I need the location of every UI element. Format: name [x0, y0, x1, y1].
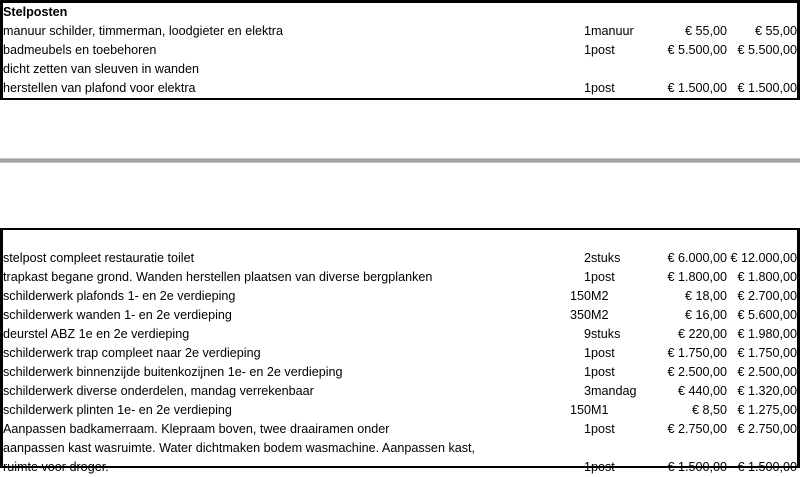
row-unit: post: [591, 422, 615, 437]
row-unit-price: € 220,00: [677, 327, 727, 342]
row-quantity: 1: [583, 346, 591, 361]
row-unit: post: [591, 43, 615, 58]
header-total-cell: [727, 3, 797, 22]
row-unit: mandag: [591, 384, 637, 399]
row-total-price: € 1.980,00: [737, 327, 797, 342]
row-unit: post: [591, 270, 615, 285]
row-total-price: € 5.600,00: [737, 308, 797, 323]
row-description: stelpost compleet restauratie toilet: [3, 251, 195, 266]
row-unit: [591, 439, 659, 458]
row-unit: M1: [591, 403, 609, 418]
row-total-price: € 1.500,00: [737, 460, 797, 475]
row-quantity: 350: [569, 308, 591, 323]
row-total-price: € 55,00: [754, 24, 797, 39]
row-quantity: [563, 439, 591, 458]
table-row: [3, 249, 797, 268]
row-quantity: 1: [583, 24, 591, 39]
row-unit-price: € 6.000,00: [667, 251, 727, 266]
row-total-price: € 1.320,00: [737, 384, 797, 399]
stelposten-table: [3, 3, 797, 98]
table-row: [3, 401, 797, 420]
row-description: schilderwerk binnenzijde buitenkozijnen 1e- en 2e verdieping: [3, 365, 343, 380]
row-unit: post: [591, 365, 615, 380]
spacer-cell: [659, 230, 727, 249]
row-total-price: [727, 439, 797, 458]
table-row: [3, 287, 797, 306]
row-description: schilderwerk diverse onderdelen, mandag verrekenbaar: [3, 384, 314, 399]
row-description: trapkast begane grond. Wanden herstellen plaatsen van diverse bergplanken: [3, 270, 433, 285]
header-unit-cell: [591, 3, 659, 22]
row-total-price: € 1.750,00: [737, 346, 797, 361]
row-unit-price: [659, 60, 727, 79]
row-quantity: 1: [583, 43, 591, 58]
row-unit-price: € 2.500,00: [667, 365, 727, 380]
row-description: aanpassen kast wasruimte. Water dichtmaken bodem wasmachine. Aanpassen kast,: [3, 441, 476, 456]
table-header-row: [3, 3, 797, 22]
row-quantity: 150: [569, 403, 591, 418]
row-description: ruimte voor droger.: [3, 460, 109, 475]
header-qty-cell: [563, 3, 591, 22]
table-row: [3, 363, 797, 382]
row-description: deurstel ABZ 1e en 2e verdieping: [3, 327, 190, 342]
row-quantity: 1: [583, 422, 591, 437]
row-quantity: 2: [583, 251, 591, 266]
row-unit: stuks: [591, 327, 621, 342]
table-row: [3, 344, 797, 363]
row-description: schilderwerk wanden 1- en 2e verdieping: [3, 308, 232, 323]
row-unit: post: [591, 460, 615, 475]
row-unit-price: € 8,50: [691, 403, 727, 418]
row-total-price: € 2.500,00: [737, 365, 797, 380]
stelposten-table-block: [0, 0, 800, 100]
spacer-cell: [3, 230, 563, 249]
row-unit: manuur: [591, 24, 634, 39]
row-total-price: € 12.000,00: [730, 251, 797, 266]
row-unit: post: [591, 346, 615, 361]
row-quantity: 1: [583, 270, 591, 285]
table-row: [3, 41, 797, 60]
row-unit-price: € 16,00: [684, 308, 727, 323]
row-unit: post: [591, 81, 615, 96]
spacer-cell: [563, 230, 591, 249]
row-total-price: € 1.275,00: [737, 403, 797, 418]
table-row: [3, 79, 797, 98]
table-row: [3, 22, 797, 41]
table-row: [3, 268, 797, 287]
row-description: Aanpassen badkamerraam. Klepraam boven, twee draairamen onder: [3, 422, 390, 437]
row-total-price: € 5.500,00: [737, 43, 797, 58]
row-total-price: € 1.800,00: [737, 270, 797, 285]
horizontal-divider: [0, 158, 800, 163]
header-price-cell: [659, 3, 727, 22]
row-quantity: 1: [583, 460, 591, 475]
table-row: [3, 306, 797, 325]
row-total-price: € 2.700,00: [737, 289, 797, 304]
spacer-cell: [727, 230, 797, 249]
row-total-price: € 2.750,00: [737, 422, 797, 437]
row-description: schilderwerk trap compleet naar 2e verdieping: [3, 346, 261, 361]
row-description: badmeubels en toebehoren: [3, 43, 157, 58]
stelposten-detail-table-body: [3, 230, 797, 477]
row-unit-price: € 1.500,00: [667, 81, 727, 96]
table-row: [3, 382, 797, 401]
row-unit: [591, 60, 659, 79]
row-unit-price: € 1.750,00: [667, 346, 727, 361]
spacer-cell: [591, 230, 659, 249]
spacer-row: [3, 230, 797, 249]
row-description: herstellen van plafond voor elektra: [3, 81, 196, 96]
row-quantity: 1: [583, 365, 591, 380]
stelposten-detail-table-block: [0, 228, 800, 475]
stelposten-table-body: [3, 3, 797, 98]
row-quantity: 3: [583, 384, 591, 399]
row-description: manuur schilder, timmerman, loodgieter en elektra: [3, 24, 283, 39]
row-total-price: € 1.500,00: [737, 81, 797, 96]
table-row: [3, 325, 797, 344]
table-row: [3, 420, 797, 439]
row-unit: stuks: [591, 251, 621, 266]
row-unit-price: € 2.750,00: [667, 422, 727, 437]
row-quantity: 9: [583, 327, 591, 342]
stelposten-detail-table: [3, 230, 797, 477]
row-total-price: [727, 60, 797, 79]
table-row: [3, 439, 797, 458]
row-unit-price: € 55,00: [684, 24, 727, 39]
row-unit-price: € 5.500,00: [667, 43, 727, 58]
row-quantity: 1: [583, 81, 591, 96]
row-unit-price: € 18,00: [684, 289, 727, 304]
row-unit-price: € 1.500,00: [667, 460, 727, 475]
row-unit-price: [659, 439, 727, 458]
row-unit: M2: [591, 308, 609, 323]
row-description: schilderwerk plinten 1e- en 2e verdieping: [3, 403, 232, 418]
row-description: schilderwerk plafonds 1- en 2e verdieping: [3, 289, 236, 304]
row-unit-price: € 440,00: [677, 384, 727, 399]
row-quantity: 150: [569, 289, 591, 304]
table-row: [3, 60, 797, 79]
row-unit: M2: [591, 289, 609, 304]
row-quantity: [563, 60, 591, 79]
table-row: [3, 458, 797, 477]
row-unit-price: € 1.800,00: [667, 270, 727, 285]
row-description: dicht zetten van sleuven in wanden: [3, 62, 200, 77]
section-title: Stelposten: [3, 5, 68, 20]
